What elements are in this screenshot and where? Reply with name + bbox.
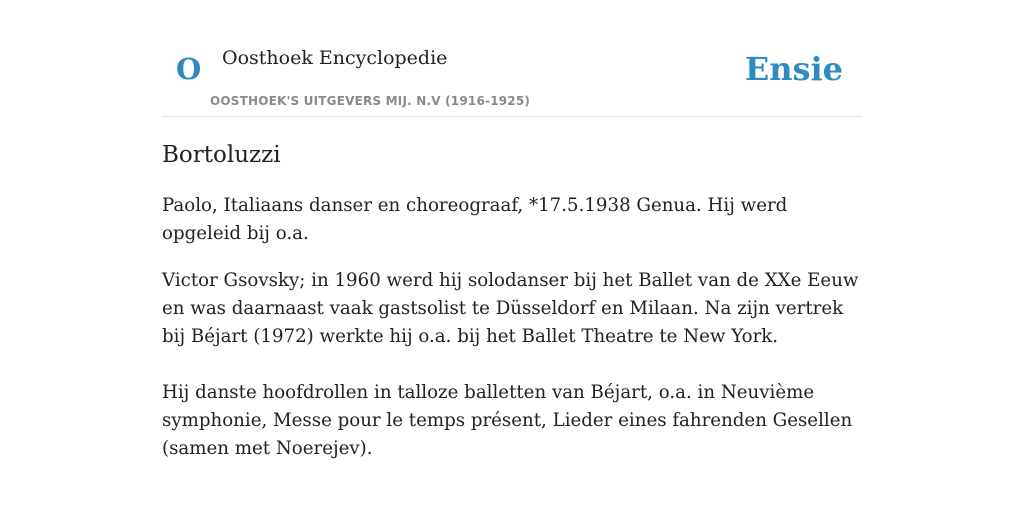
page [162, 0, 862, 459]
site-name[interactable]: Oosthoek Encyclopedie [222, 47, 448, 69]
brand-logo[interactable]: Ensie [744, 50, 843, 88]
article-title: Bortoluzzi [162, 142, 281, 168]
article-paragraph-3: Hij danste hoofdrollen in talloze balletten van Béjart, o.a. in Neuvième symphonie, Messe pour le temps présent, Lieder eines fahrenden Gesellen (samen met Noerejev). [162, 382, 853, 459]
publisher-label: OOSTHOEK'S UITGEVERS MIJ. N.V (1916-1925) [210, 94, 531, 108]
logo-mark[interactable]: O [176, 52, 202, 86]
article-paragraph-2: Victor Gsovsky; in 1960 werd hij solodanser bij het Ballet van de XXe Eeuw en was daarnaast vaak gastsolist te Düsseldorf en Milaan. Na zijn vertrek bij Béjart (1972) werkte hij o.a. bij het Ballet Theatre te New York. [162, 270, 859, 347]
article-paragraph-1: Paolo, Italiaans danser en choreograaf, *17.5.1938 Genua. Hij werd opgeleid bij o.a. [162, 195, 788, 244]
site-header [162, 0, 862, 117]
